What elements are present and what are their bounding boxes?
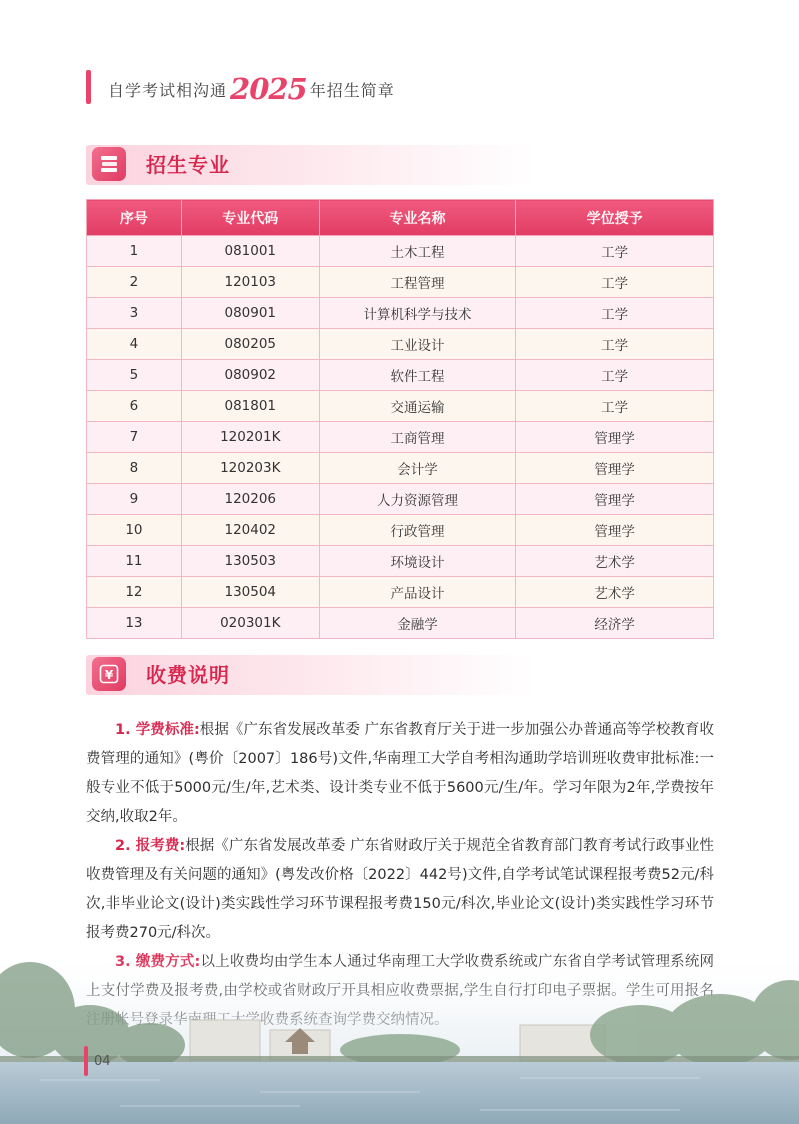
table-cell: 080902 <box>181 360 319 391</box>
table-cell: 020301K <box>181 608 319 639</box>
svg-text:¥: ¥ <box>104 668 114 682</box>
table-cell: 081801 <box>181 391 319 422</box>
table-row <box>87 298 714 329</box>
page-header <box>108 72 395 106</box>
fee-item <box>86 716 714 832</box>
table-row <box>87 546 714 577</box>
table-cell: 081001 <box>181 236 319 267</box>
table-cell: 计算机科学与技术 <box>319 298 516 329</box>
column-header: 专业名称 <box>319 200 516 236</box>
table-cell: 管理学 <box>516 453 714 484</box>
header-prefix: 自学考试相沟通 <box>108 80 228 100</box>
table-cell: 3 <box>87 298 182 329</box>
page-number-text: 04 <box>94 1053 111 1069</box>
table-cell: 工学 <box>516 391 714 422</box>
table-cell: 行政管理 <box>319 515 516 546</box>
table-cell: 经济学 <box>516 608 714 639</box>
table-cell: 产品设计 <box>319 577 516 608</box>
books-icon <box>92 147 126 181</box>
table-cell: 12 <box>87 577 182 608</box>
table-cell: 工业设计 <box>319 329 516 360</box>
table-header-row <box>87 200 714 236</box>
page-number-bar <box>84 1046 88 1076</box>
yuan-icon <box>92 657 126 691</box>
table-cell: 6 <box>87 391 182 422</box>
majors-section-header <box>86 145 536 185</box>
table-row <box>87 267 714 298</box>
table-cell: 会计学 <box>319 453 516 484</box>
table-cell: 130504 <box>181 577 319 608</box>
table-row <box>87 577 714 608</box>
table-cell: 管理学 <box>516 484 714 515</box>
table-row <box>87 360 714 391</box>
table-cell: 5 <box>87 360 182 391</box>
table-cell: 艺术学 <box>516 577 714 608</box>
table-cell: 120201K <box>181 422 319 453</box>
table-cell: 工程管理 <box>319 267 516 298</box>
table-cell: 交通运输 <box>319 391 516 422</box>
table-cell: 工商管理 <box>319 422 516 453</box>
table-cell: 管理学 <box>516 422 714 453</box>
table-cell: 人力资源管理 <box>319 484 516 515</box>
header-suffix: 年招生简章 <box>309 80 395 100</box>
table-cell: 9 <box>87 484 182 515</box>
table-row <box>87 515 714 546</box>
table-cell: 工学 <box>516 329 714 360</box>
table-cell: 工学 <box>516 267 714 298</box>
table-cell: 120103 <box>181 267 319 298</box>
table-cell: 120203K <box>181 453 319 484</box>
table-cell: 艺术学 <box>516 546 714 577</box>
fee-section-header <box>86 655 536 695</box>
table-cell: 080205 <box>181 329 319 360</box>
table-cell: 7 <box>87 422 182 453</box>
header-accent-bar <box>86 70 91 104</box>
table-cell: 080901 <box>181 298 319 329</box>
fee-item-text: 根据《广东省发展改革委 广东省教育厅关于进一步加强公办普通高等学校教育收费管理的通知》(粤价〔2007〕186号)文件,华南理工大学自考相沟通助学培训班收费审批标准:一般专业不低于5000元/生/年,艺术类、设计类专业不低于5600元/生/年。学习年限为2年,学费按年交纳,收取2年。 <box>86 722 714 825</box>
table-cell: 工学 <box>516 360 714 391</box>
column-header: 专业代码 <box>181 200 319 236</box>
fee-item-label: 1. 学费标准: <box>115 722 200 738</box>
table-cell: 金融学 <box>319 608 516 639</box>
column-header: 学位授予 <box>516 200 714 236</box>
table-row <box>87 422 714 453</box>
table-cell: 土木工程 <box>319 236 516 267</box>
table-row <box>87 453 714 484</box>
table-cell: 管理学 <box>516 515 714 546</box>
table-row <box>87 329 714 360</box>
fee-item-label: 2. 报考费: <box>115 838 186 854</box>
majors-section-title: 招生专业 <box>146 153 230 177</box>
majors-table <box>86 199 714 639</box>
table-row <box>87 484 714 515</box>
column-header: 序号 <box>87 200 182 236</box>
table-cell: 13 <box>87 608 182 639</box>
table-cell: 130503 <box>181 546 319 577</box>
table-row <box>87 391 714 422</box>
fee-section-title: 收费说明 <box>146 663 230 687</box>
page-number <box>84 1046 111 1076</box>
table-cell: 工学 <box>516 236 714 267</box>
fee-item-text: 根据《广东省发展改革委 广东省财政厅关于规范全省教育部门教育考试行政事业性收费管理及有关问题的通知》(粤发改价格〔2022〕442号)文件,自学考试笔试课程报考费52元/科次,非毕业论文(设计)类实践性学习环节课程报考费150元/科次,毕业论文(设计)类实践性学习环节报考费270元/科次。 <box>86 838 714 941</box>
table-cell: 120206 <box>181 484 319 515</box>
table-cell: 工学 <box>516 298 714 329</box>
table-cell: 1 <box>87 236 182 267</box>
table-cell: 11 <box>87 546 182 577</box>
table-cell: 4 <box>87 329 182 360</box>
table-row <box>87 236 714 267</box>
campus-lake-illustration <box>0 950 799 1124</box>
table-row <box>87 608 714 639</box>
table-cell: 120402 <box>181 515 319 546</box>
header-year: 2025 <box>230 72 307 106</box>
fee-item <box>86 832 714 948</box>
table-cell: 环境设计 <box>319 546 516 577</box>
table-cell: 2 <box>87 267 182 298</box>
table-cell: 8 <box>87 453 182 484</box>
table-cell: 软件工程 <box>319 360 516 391</box>
table-cell: 10 <box>87 515 182 546</box>
